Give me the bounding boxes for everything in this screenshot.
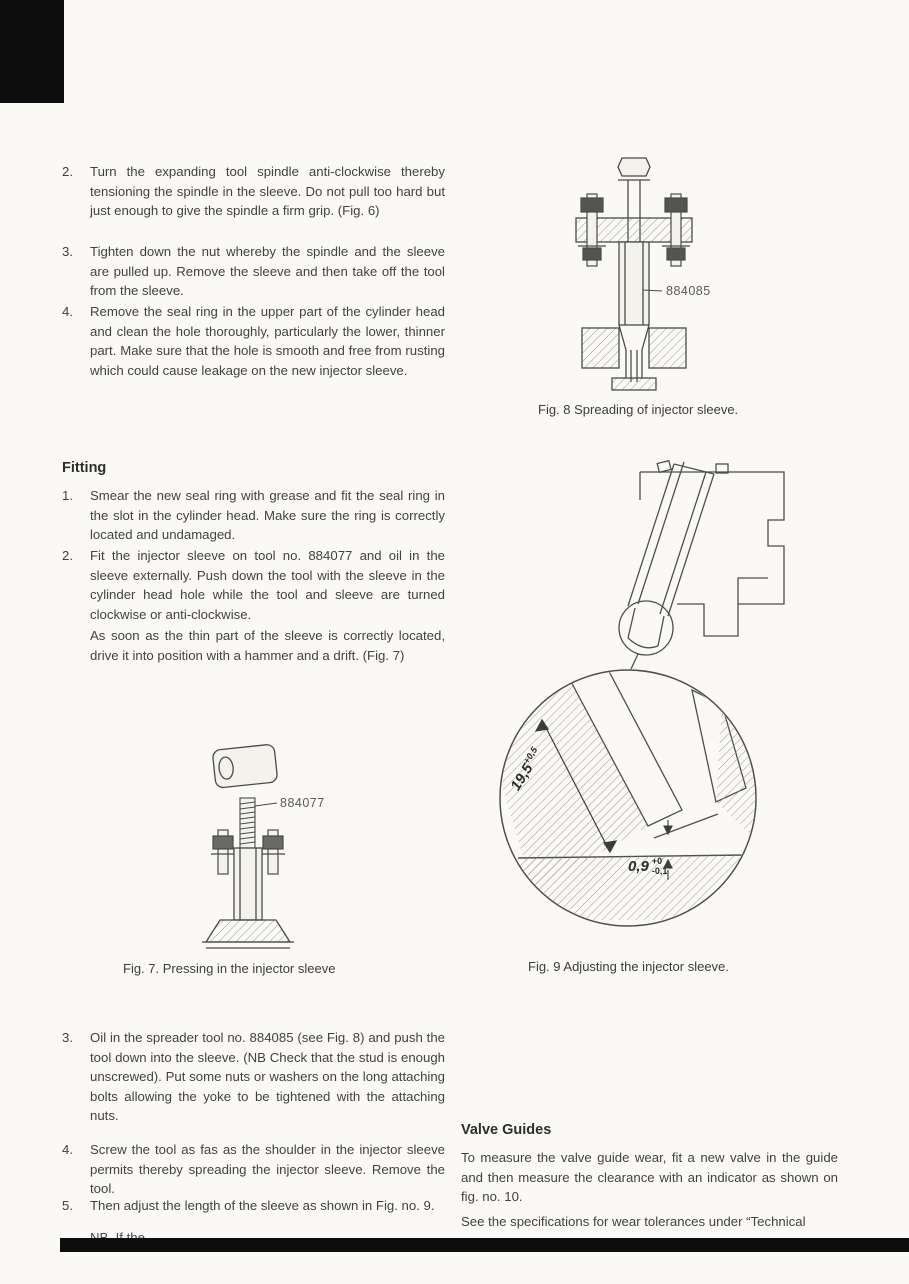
list-item: [62, 1028, 445, 1126]
dim-tolerance-top: +0: [651, 856, 663, 866]
valve-guides-paragraph-1: To measure the valve guide wear, fit a new valve in the guide and then measure the clearance with an indicator as shown on fig. no. 10.: [461, 1150, 838, 1204]
fitting-note: As soon as the thin part of the sleeve is correctly located, drive it into position with a hammer and a drift. (Fig. 7): [90, 628, 445, 663]
list-number: 2.: [62, 164, 73, 179]
list-item: [62, 486, 445, 545]
list-number: 2.: [62, 548, 73, 563]
list-item: [62, 1140, 445, 1199]
fitting-heading: Fitting: [62, 460, 107, 476]
list-text: Fit the injector sleeve on tool no. 884077 and oil in the sleeve externally. Push down the tool with the sleeve in the cylinder head hole while the tool and sleeve are turned clockwise or anti-clockwise.: [90, 548, 445, 622]
list-number: 3.: [62, 244, 73, 259]
list-text: Oil in the spreader tool no. 884085 (see Fig. 8) and push the tool down into the sleeve. (NB Check that the stud is enough unscrewed). Put some nuts or washers on the long attaching bolts allowing the yoke to be tightened with the attaching nuts.: [90, 1030, 445, 1123]
fig7-illustration: [176, 738, 338, 958]
dim-tolerance-bottom: -0,1: [651, 866, 668, 876]
valve-guides-paragraph-2: See the specifications for wear tolerances under “Technical: [461, 1214, 806, 1229]
list-text: Then adjust the length of the sleeve as shown in Fig. no. 9.: [90, 1198, 435, 1213]
fig7-part-label: 884077: [280, 796, 325, 810]
fig9-dimension-0-9: [628, 856, 667, 876]
list-item: [62, 242, 445, 301]
fig8-illustration: [556, 150, 790, 400]
dim-tolerance: +0,5: [521, 745, 540, 766]
list-item: [62, 546, 445, 624]
list-number: 5.: [62, 1198, 73, 1213]
list-item: [62, 302, 445, 380]
fig9-caption: Fig. 9 Adjusting the injector sleeve.: [528, 959, 729, 974]
dim-value: 19,5: [507, 761, 537, 794]
fig8-caption: Fig. 8 Spreading of injector sleeve.: [538, 402, 739, 417]
list-text: Tighten down the nut whereby the spindle and the sleeve are pulled up. Remove the sleeve and then take off the tool from the sleeve.: [90, 244, 445, 298]
list-number: 4.: [62, 304, 73, 319]
fig9-drawing: [478, 458, 802, 952]
fig7-caption: Fig. 7. Pressing in the injector sleeve: [123, 961, 336, 976]
scan-black-block-top-left: [0, 0, 64, 103]
list-text: Screw the tool as fas as the shoulder in the injector sleeve permits thereby spreading the injector sleeve. Remove the tool.: [90, 1142, 445, 1196]
list-number: 1.: [62, 488, 73, 503]
fig9-illustration: [478, 458, 802, 957]
fig7-drawing: [176, 738, 338, 953]
list-item: [62, 162, 445, 221]
fig8-part-label: 884085: [666, 284, 711, 298]
list-text: Turn the expanding tool spindle anti-clockwise thereby tensioning the spindle in the sleeve. Do not pull too hard but just enough to give the spindle a firm grip. (Fig. 6): [90, 164, 445, 218]
dim-value: 0,9: [628, 857, 649, 875]
list-number: 3.: [62, 1030, 73, 1045]
scan-black-bar-bottom: [60, 1238, 909, 1252]
list-text: Smear the new seal ring with grease and fit the seal ring in the slot in the cylinder head. Make sure the ring is correctly located and undamaged.: [90, 488, 445, 542]
fig8-drawing: [556, 150, 790, 395]
dim-tolerance-stack: [652, 856, 668, 876]
valve-guides-heading: Valve Guides: [461, 1122, 552, 1138]
list-text: Remove the seal ring in the upper part of the cylinder head and clean the hole thoroughly, particularly the lower, thinner part. Make sure that the hole is smooth and free from rusting which could cause leakage on the new injector sleeve.: [90, 304, 445, 378]
list-number: 4.: [62, 1142, 73, 1157]
list-item: [62, 1196, 445, 1216]
